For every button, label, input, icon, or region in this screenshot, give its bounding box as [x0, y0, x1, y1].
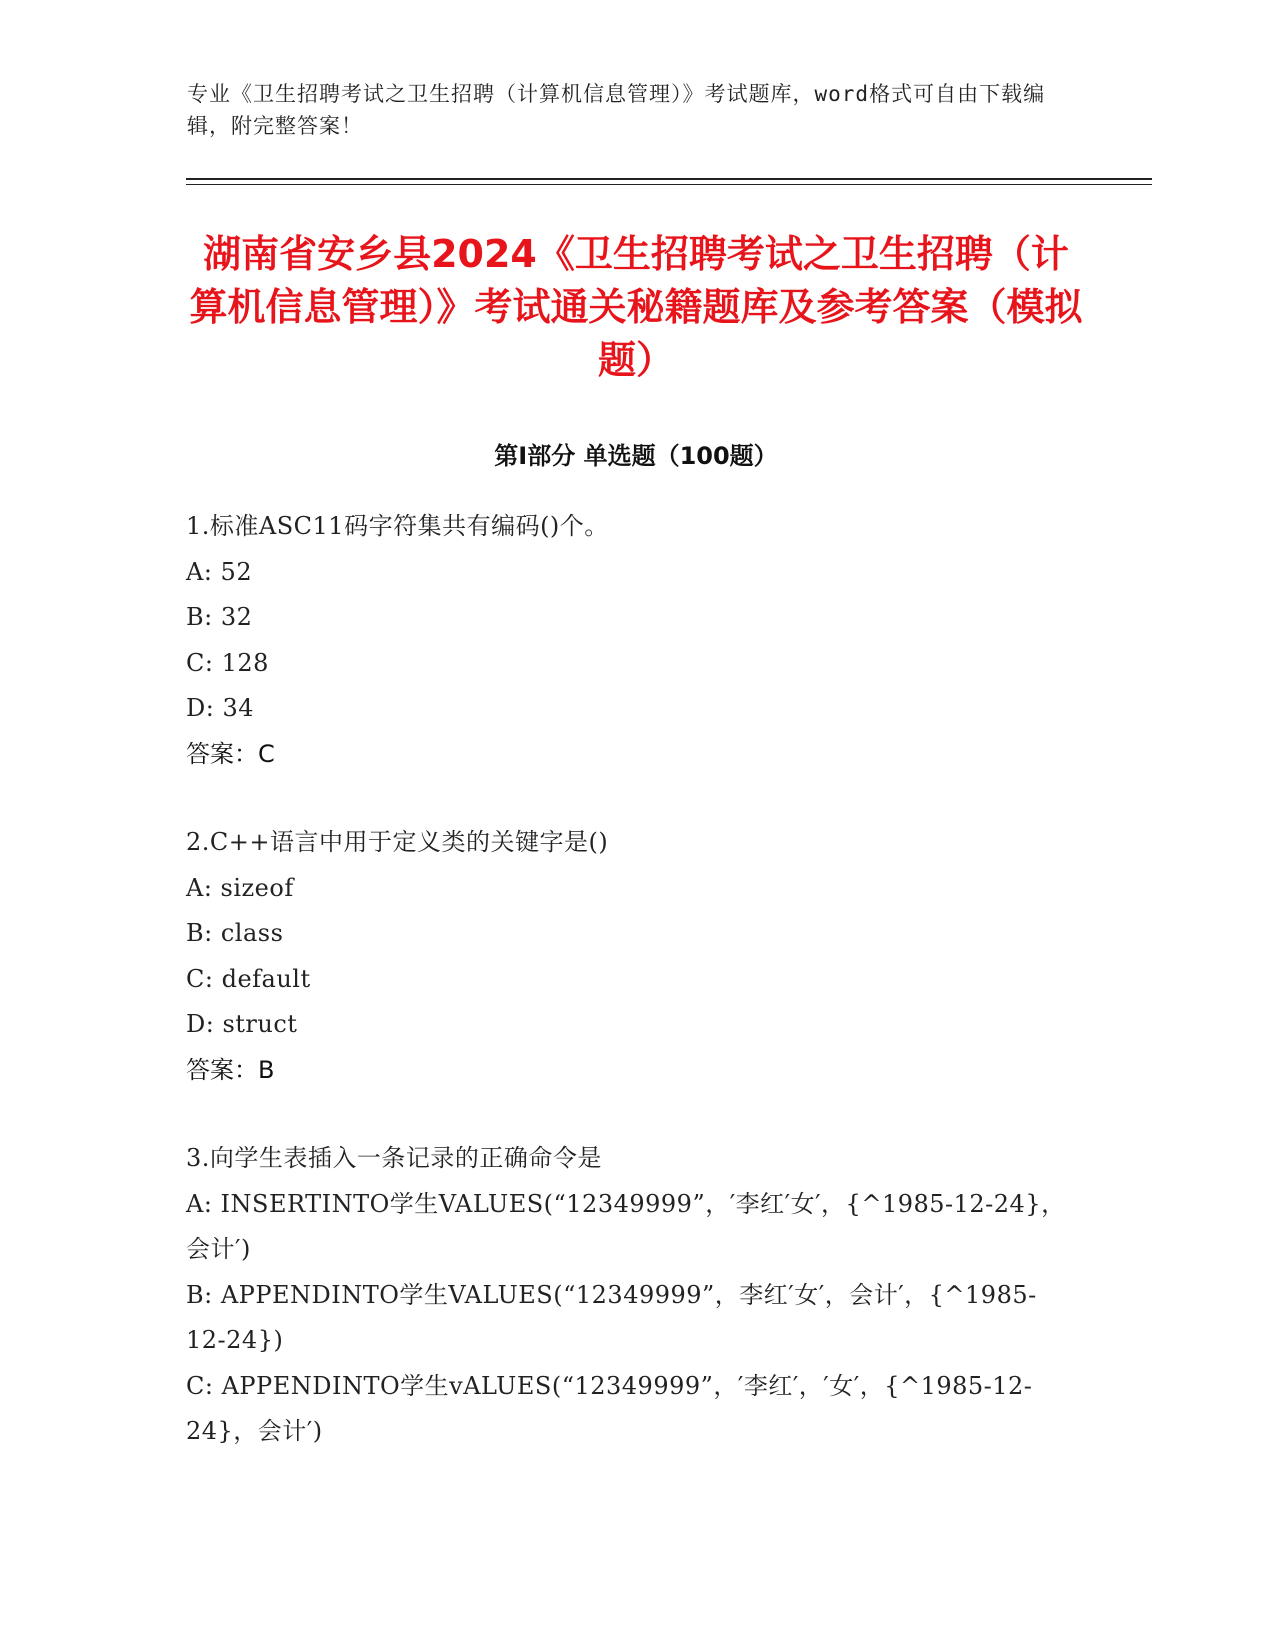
option-c: C: APPENDINTO学生vALUES(“12349999”，′李红′，′女′，{^1985-12-24}，会计′)	[186, 1371, 1033, 1445]
option-b: B: APPENDINTO学生VALUES(“12349999”，李红′女′，会计′，{^1985-12-24})	[186, 1280, 1037, 1354]
question-3	[186, 1136, 1066, 1455]
question-stem: 3.向学生表插入一条记录的正确命令是	[186, 1144, 602, 1172]
option-b: B: class	[186, 919, 284, 947]
question-1	[186, 504, 1066, 777]
option-b: B: 32	[186, 603, 253, 631]
section-title: 第Ⅰ部分 单选题（100题）	[494, 442, 778, 470]
option-c: C: 128	[186, 648, 269, 677]
option-d: D: 34	[186, 694, 254, 722]
question-stem: 2.C++语言中用于定义类的关键字是()	[186, 828, 609, 856]
option-a: A: INSERTINTO学生VALUES(“12349999”，′李红′女′，{^1985-12-24}，会计′)	[186, 1189, 1066, 1263]
option-a: A: sizeof	[186, 873, 294, 902]
header-note: 专业《卫生招聘考试之卫生招聘（计算机信息管理）》考试题库，word格式可自由下载编辑，附完整答案！	[187, 82, 1046, 138]
header-rule-thin	[186, 184, 1152, 185]
option-a: A: 52	[186, 557, 253, 586]
header-rule-thick	[186, 178, 1152, 180]
document-title: 湖南省安乡县2024《卫生招聘考试之卫生招聘（计算机信息管理）》考试通关秘籍题库及参考答案（模拟题）	[189, 232, 1083, 382]
question-2	[186, 820, 1066, 1093]
answer: 答案：B	[186, 1055, 275, 1084]
option-d: D: struct	[186, 1010, 298, 1038]
option-c: C: default	[186, 964, 311, 993]
answer: 答案：C	[186, 739, 275, 768]
question-stem: 1.标准ASC11码字符集共有编码()个。	[186, 512, 609, 540]
